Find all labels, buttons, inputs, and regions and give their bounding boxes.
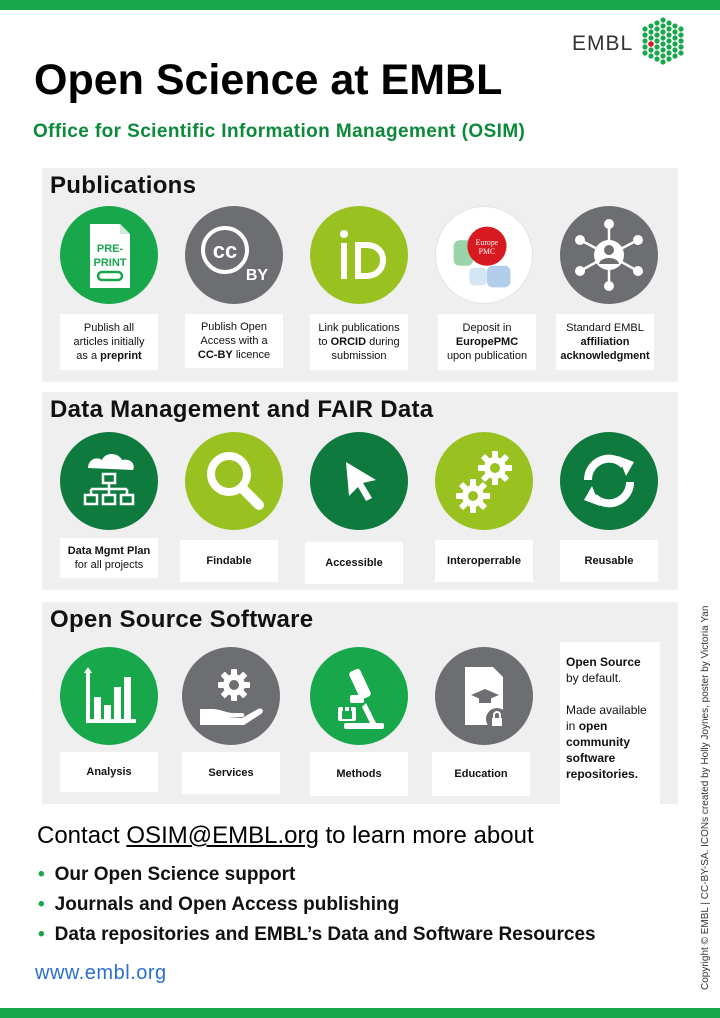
gears-icon <box>435 432 533 530</box>
page-subtitle: Office for Scientific Information Management (OSIM) <box>33 121 526 142</box>
recycle-icon <box>560 432 658 530</box>
top-bar <box>0 0 720 10</box>
europepmc-label: Deposit in EuropePMC upon publication <box>438 314 536 370</box>
hand-gear-icon <box>182 647 280 745</box>
analysis-label: Analysis <box>60 752 158 792</box>
methods-label: Methods <box>310 752 408 796</box>
cc-by-icon <box>185 206 283 304</box>
preprint-label: Publish all articles initially as a preprint <box>60 314 158 370</box>
page-title: Open Science at EMBL <box>34 56 503 104</box>
reusable-label: Reusable <box>560 540 658 582</box>
list-item: • Our Open Science support <box>38 864 296 885</box>
affiliation-label: Standard EMBL affiliation acknowledgment <box>556 314 654 370</box>
magnifier-icon <box>185 432 283 530</box>
embl-logo-icon <box>640 16 686 68</box>
europepmc-icon <box>435 206 533 304</box>
preprint-icon <box>60 206 158 304</box>
svg-text:Europe: Europe <box>475 238 499 248</box>
contact-heading: Contact OSIM@EMBL.org to learn more about <box>37 822 534 849</box>
data-mgmt-plan-icon <box>60 432 158 530</box>
services-label: Services <box>182 752 280 794</box>
data-management-section <box>42 392 678 590</box>
publications-section <box>42 168 678 382</box>
findable-label: Findable <box>180 540 278 582</box>
orcid-icon <box>310 206 408 304</box>
accessible-label: Accessible <box>305 542 403 584</box>
cc-by-label: Publish Open Access with a CC-BY licence <box>185 314 283 368</box>
cursor-icon <box>310 432 408 530</box>
embl-logo-text: EMBL <box>572 32 634 55</box>
credits-text: Copyright © EMBL | CC-BY-SA. ICONs created by Holly Joynes, poster by Victoria Yan <box>700 605 711 990</box>
contact-email-link[interactable]: OSIM@EMBL.org <box>126 822 319 849</box>
svg-text:PRE-: PRE- <box>96 243 124 255</box>
microscope-icon <box>310 647 408 745</box>
affiliation-network-icon <box>560 206 658 304</box>
data-management-title: Data Management and FAIR Data <box>50 396 434 423</box>
svg-text:cc: cc <box>212 238 238 263</box>
bottom-bar <box>0 1008 720 1018</box>
contact-topics-list <box>38 860 596 950</box>
open-source-section <box>42 602 678 804</box>
open-source-title: Open Source Software <box>50 606 314 633</box>
orcid-label: Link publications to ORCID during submission <box>310 314 408 370</box>
list-item: • Journals and Open Access publishing <box>38 894 400 915</box>
education-document-icon <box>435 647 533 745</box>
website-link[interactable]: www.embl.org <box>35 962 167 984</box>
interoperable-label: Interoperrable <box>435 540 533 582</box>
data-mgmt-plan-label: Data Mgmt Plan for all projects <box>60 538 158 578</box>
bar-chart-icon <box>60 647 158 745</box>
svg-text:PMC: PMC <box>478 247 496 257</box>
svg-text:BY: BY <box>245 267 269 284</box>
education-label: Education <box>432 752 530 796</box>
publications-title: Publications <box>50 172 197 199</box>
open-source-note: Open Source by default. Made available in open community software repositories. <box>560 642 660 804</box>
list-item: • Data repositories and EMBL’s Data and Software Resources <box>38 924 596 945</box>
svg-text:PRINT: PRINT <box>93 257 127 269</box>
